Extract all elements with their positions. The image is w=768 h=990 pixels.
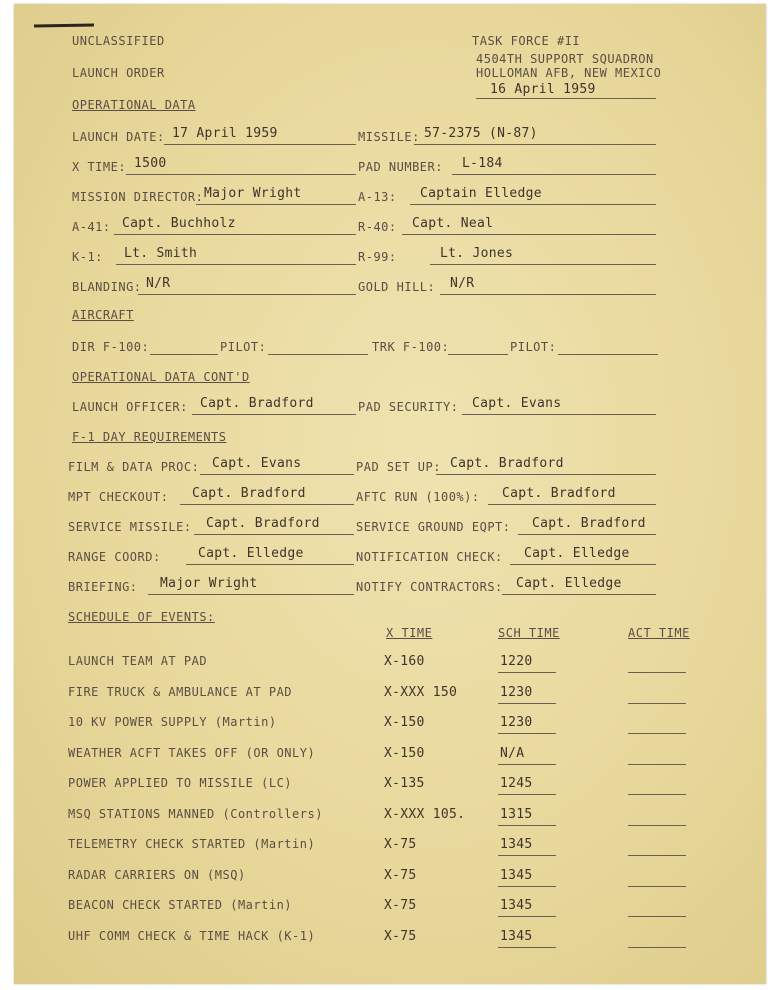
event-x-time: X-150 bbox=[384, 715, 425, 730]
event-name: RADAR CARRIERS ON (MSQ) bbox=[68, 867, 246, 882]
unit-line-2: 4504TH SUPPORT SQUADRON bbox=[476, 52, 654, 66]
field-value: Capt. Bradford bbox=[502, 486, 616, 501]
field-label: SERVICE MISSILE: bbox=[68, 520, 192, 534]
field-value: Lt. Smith bbox=[124, 246, 198, 261]
event-name: LAUNCH TEAM AT PAD bbox=[68, 654, 208, 668]
act-time-rule bbox=[628, 733, 686, 734]
field-label: NOTIFY CONTRACTORS: bbox=[356, 580, 503, 594]
field-value: Capt. Bradford bbox=[450, 456, 564, 471]
field-label: NOTIFICATION CHECK: bbox=[356, 550, 503, 564]
event-name: MSQ STATIONS MANNED (Controllers) bbox=[68, 806, 323, 821]
sch-time-rule bbox=[498, 794, 556, 795]
event-sch-time: N/A bbox=[500, 745, 525, 761]
field-label: MISSILE: bbox=[358, 130, 420, 144]
field-label: SERVICE GROUND EQPT: bbox=[356, 520, 511, 534]
event-name: TELEMETRY CHECK STARTED (Martin) bbox=[68, 837, 316, 851]
form-title: LAUNCH ORDER bbox=[72, 66, 165, 80]
field-value: Lt. Jones bbox=[440, 246, 514, 261]
sch-time-rule bbox=[498, 886, 556, 887]
section-heading-schedule: SCHEDULE OF EVENTS: bbox=[68, 610, 215, 624]
event-sch-time: 1245 bbox=[500, 776, 533, 791]
section-heading-aircraft: AIRCRAFT bbox=[72, 308, 134, 322]
sch-time-rule bbox=[498, 703, 556, 704]
unit-line-1: TASK FORCE #II bbox=[472, 34, 581, 48]
act-time-rule bbox=[628, 703, 686, 704]
header-date: 16 April 1959 bbox=[490, 82, 596, 97]
field-value: N/R bbox=[450, 276, 475, 291]
unit-line-3: HOLLOMAN AFB, NEW MEXICO bbox=[476, 66, 662, 80]
section-heading-requirements: F-1 DAY REQUIREMENTS bbox=[72, 430, 227, 444]
field-label: PAD SET UP: bbox=[356, 460, 441, 474]
event-x-time: X-75 bbox=[384, 928, 417, 944]
dir-f100-rule bbox=[150, 354, 218, 355]
pen-stroke-mark bbox=[34, 23, 94, 27]
field-value: L-184 bbox=[462, 156, 503, 171]
table-row bbox=[14, 654, 766, 678]
classification-label: UNCLASSIFIED bbox=[72, 34, 165, 48]
event-sch-time: 1345 bbox=[500, 867, 533, 883]
event-name: FIRE TRUCK & AMBULANCE AT PAD bbox=[68, 684, 293, 699]
field-value: Capt. Bradford bbox=[192, 486, 306, 501]
sch-time-rule bbox=[498, 947, 556, 948]
event-sch-time: 1345 bbox=[500, 928, 533, 944]
field-value: Capt. Elledge bbox=[516, 576, 622, 591]
event-x-time: X-XXX 105. bbox=[384, 806, 466, 822]
event-x-time: X-150 bbox=[384, 745, 425, 761]
field-label: MISSION DIRECTOR: bbox=[72, 190, 204, 204]
sch-time-rule bbox=[498, 825, 556, 826]
sch-time-rule bbox=[498, 672, 556, 673]
field-value: 1500 bbox=[134, 156, 167, 171]
event-x-time: X-75 bbox=[384, 867, 417, 883]
event-name: UHF COMM CHECK & TIME HACK (K-1) bbox=[68, 928, 316, 943]
field-value: Capt. Elledge bbox=[198, 546, 304, 561]
field-rule bbox=[196, 204, 356, 205]
table-row bbox=[14, 868, 766, 892]
field-label: BLANDING: bbox=[72, 280, 142, 294]
field-value: Major Wright bbox=[204, 186, 302, 201]
table-row bbox=[14, 715, 766, 739]
dir-f100-label: DIR F-100: bbox=[72, 340, 150, 354]
act-time-rule bbox=[628, 672, 686, 673]
sch-time-rule bbox=[498, 764, 556, 765]
field-value: Capt. Bradford bbox=[206, 516, 320, 531]
field-rule bbox=[488, 504, 656, 505]
field-rule bbox=[518, 534, 656, 535]
field-rule bbox=[410, 204, 656, 205]
field-rule bbox=[452, 174, 656, 175]
field-rule bbox=[148, 594, 354, 595]
field-rule bbox=[194, 534, 354, 535]
event-sch-time: 1345 bbox=[500, 837, 533, 852]
field-rule bbox=[510, 564, 656, 565]
act-time-rule bbox=[628, 825, 686, 826]
field-label: A-41: bbox=[72, 220, 111, 234]
field-label: LAUNCH DATE: bbox=[72, 130, 165, 144]
col-header-act-time: ACT TIME bbox=[628, 626, 690, 640]
pilot1-rule bbox=[268, 354, 368, 355]
event-x-time: X-75 bbox=[384, 837, 417, 852]
event-x-time: X-75 bbox=[384, 898, 417, 913]
field-value: Captain Elledge bbox=[420, 186, 542, 201]
field-value: Capt. Elledge bbox=[524, 546, 630, 561]
col-header-sch-time: SCH TIME bbox=[498, 626, 560, 640]
event-name: BEACON CHECK STARTED (Martin) bbox=[68, 898, 293, 912]
field-rule bbox=[138, 294, 356, 295]
field-value: Capt. Buchholz bbox=[122, 216, 236, 231]
field-value: N/R bbox=[146, 276, 171, 291]
field-label: FILM & DATA PROC: bbox=[68, 460, 200, 474]
field-rule bbox=[402, 234, 656, 235]
sch-time-rule bbox=[498, 855, 556, 856]
field-label: PAD NUMBER: bbox=[358, 160, 443, 174]
field-label: MPT CHECKOUT: bbox=[68, 490, 169, 504]
field-value: Major Wright bbox=[160, 576, 258, 591]
table-row bbox=[14, 898, 766, 922]
pad-security-rule bbox=[462, 414, 656, 415]
field-value: Capt. Evans bbox=[212, 456, 302, 471]
field-label: A-13: bbox=[358, 190, 397, 204]
table-row bbox=[14, 685, 766, 709]
field-rule bbox=[164, 144, 356, 145]
field-label: R-99: bbox=[358, 250, 397, 264]
pad-security-label: PAD SECURITY: bbox=[358, 400, 459, 414]
act-time-rule bbox=[628, 947, 686, 948]
field-label: AFTC RUN (100%): bbox=[356, 490, 480, 504]
event-sch-time: 1315 bbox=[500, 806, 533, 822]
field-rule bbox=[440, 294, 656, 295]
pilot1-label: PILOT: bbox=[220, 340, 267, 354]
event-x-time: X-XXX 150 bbox=[384, 684, 458, 700]
field-rule bbox=[414, 144, 656, 145]
field-label: X TIME: bbox=[72, 160, 127, 174]
field-value: Capt. Neal bbox=[412, 216, 494, 231]
event-sch-time: 1220 bbox=[500, 654, 533, 669]
event-name: POWER APPLIED TO MISSILE (LC) bbox=[68, 776, 293, 790]
table-row bbox=[14, 807, 766, 831]
sch-time-rule bbox=[498, 733, 556, 734]
field-rule bbox=[180, 504, 354, 505]
field-value: 17 April 1959 bbox=[172, 126, 278, 141]
act-time-rule bbox=[628, 916, 686, 917]
event-x-time: X-160 bbox=[384, 654, 425, 669]
event-name: WEATHER ACFT TAKES OFF (OR ONLY) bbox=[68, 745, 316, 760]
event-name: 10 KV POWER SUPPLY (Martin) bbox=[68, 715, 277, 729]
field-label: GOLD HILL: bbox=[358, 280, 436, 294]
table-row bbox=[14, 776, 766, 800]
field-label: R-40: bbox=[358, 220, 397, 234]
act-time-rule bbox=[628, 764, 686, 765]
field-rule bbox=[200, 474, 354, 475]
act-time-rule bbox=[628, 886, 686, 887]
field-rule bbox=[502, 594, 656, 595]
field-rule bbox=[430, 264, 656, 265]
act-time-rule bbox=[628, 794, 686, 795]
trk-f100-label: TRK F-100: bbox=[372, 340, 450, 354]
launch-officer-rule bbox=[192, 414, 356, 415]
field-label: K-1: bbox=[72, 250, 103, 264]
col-header-x-time: X TIME bbox=[386, 626, 433, 640]
field-label: RANGE COORD: bbox=[68, 550, 161, 564]
field-rule bbox=[126, 174, 356, 175]
pad-security-value: Capt. Evans bbox=[472, 396, 562, 411]
date-rule bbox=[476, 98, 656, 99]
field-value: Capt. Bradford bbox=[532, 516, 646, 531]
document-page bbox=[14, 4, 766, 984]
pilot2-rule bbox=[558, 354, 658, 355]
field-rule bbox=[116, 264, 356, 265]
field-rule bbox=[114, 234, 356, 235]
section-heading-operational: OPERATIONAL DATA bbox=[72, 98, 196, 112]
trk-f100-rule bbox=[448, 354, 508, 355]
event-sch-time: 1230 bbox=[500, 684, 533, 700]
table-row bbox=[14, 837, 766, 861]
launch-officer-value: Capt. Bradford bbox=[200, 396, 314, 411]
launch-officer-label: LAUNCH OFFICER: bbox=[72, 400, 188, 414]
field-value: 57-2375 (N-87) bbox=[424, 126, 538, 141]
event-sch-time: 1230 bbox=[500, 715, 533, 730]
table-row bbox=[14, 746, 766, 770]
field-label: BRIEFING: bbox=[68, 580, 138, 594]
act-time-rule bbox=[628, 855, 686, 856]
event-x-time: X-135 bbox=[384, 776, 425, 791]
pilot2-label: PILOT: bbox=[510, 340, 557, 354]
field-rule bbox=[436, 474, 656, 475]
event-sch-time: 1345 bbox=[500, 898, 533, 913]
section-heading-operational-contd: OPERATIONAL DATA CONT'D bbox=[72, 370, 250, 384]
table-row bbox=[14, 929, 766, 953]
sch-time-rule bbox=[498, 916, 556, 917]
field-rule bbox=[186, 564, 354, 565]
